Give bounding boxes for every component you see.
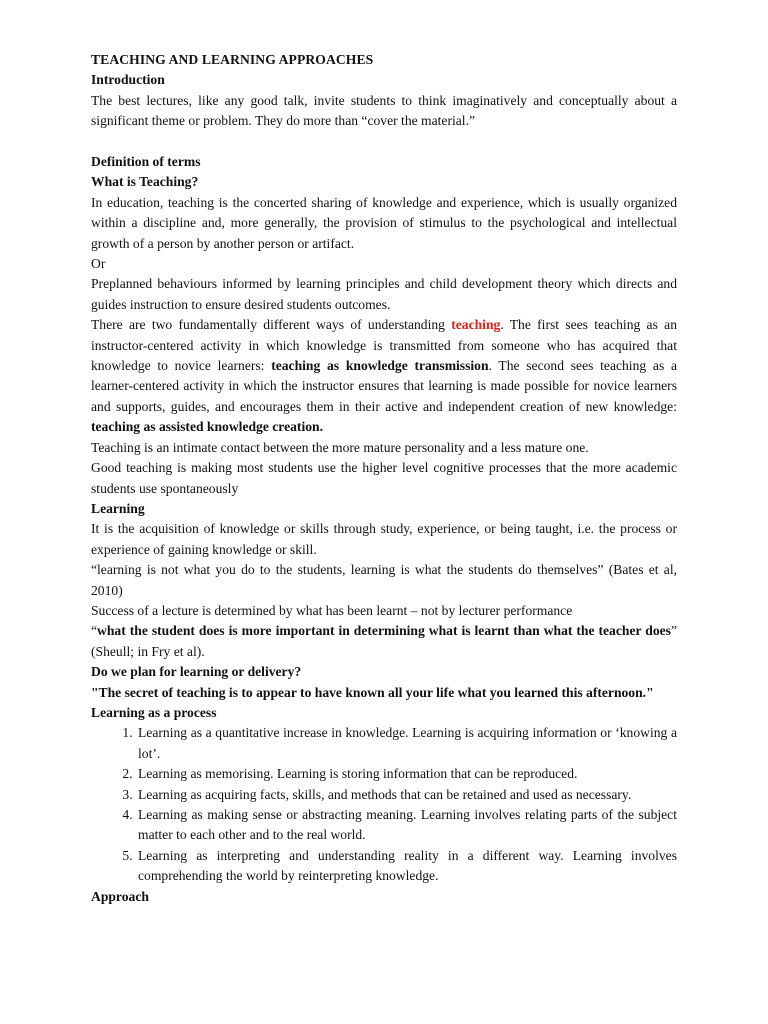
definitions-heading: Definition of terms bbox=[91, 154, 201, 170]
list-item: 1. Learning as a quantitative increase in knowledge. Learning is acquiring information or ‘knowing a lot’. bbox=[136, 723, 677, 764]
two-ways-text-c: . The second sees teaching as a learner-centered activity in which the instructor ensures that learning is made possible for novice learners and supports, guides, and encourages them in their active and independent creation of new knowledge: bbox=[91, 358, 677, 414]
assisted-knowledge-creation-term: teaching as assisted knowledge creation. bbox=[91, 419, 323, 435]
two-ways-text-a: There are two fundamentally different ways of understanding bbox=[91, 317, 452, 333]
process-heading: Learning as a process bbox=[91, 704, 217, 720]
teaching-definition: In education, teaching is the concerted sharing of knowledge and experience, which is usually organized within a discipline and, more generally, the provision of stimulus to the psychological and intellectual growth of a person by another person or artifact. bbox=[91, 194, 677, 251]
good-teaching-paragraph: Good teaching is making most students use the higher level cognitive processes that the more academic students use spontaneously bbox=[91, 460, 677, 496]
quote-close: ” (Sheull; in Fry et al). bbox=[91, 623, 677, 659]
sheull-quote bbox=[91, 621, 677, 662]
quote-open: “ bbox=[91, 623, 98, 639]
document-page bbox=[91, 50, 677, 907]
sheull-quote-bold: what the student does is more important in determining what is learnt than what the teacher does bbox=[97, 623, 671, 639]
list-item: 3. Learning as acquiring facts, skills, and methods that can be retained and used as necessary. bbox=[136, 785, 677, 805]
preplanned-paragraph: Preplanned behaviours informed by learning principles and child development theory which directs and guides instruction to ensure desired students outcomes. bbox=[91, 276, 677, 312]
two-ways-text-b: . The first sees teaching as an instructor-centered activity in which knowledge is transmitted from someone who has acquired that knowledge to novice learners: bbox=[91, 317, 677, 374]
two-ways-paragraph bbox=[91, 315, 677, 437]
document-title: TEACHING AND LEARNING APPROACHES bbox=[91, 52, 374, 67]
bates-quote: “learning is not what you do to the students, learning is what the students do themselves” (Bates et al, 2010) bbox=[91, 562, 677, 598]
success-paragraph: Success of a lecture is determined by what has been learnt – not by lecturer performance bbox=[91, 602, 573, 618]
learning-heading: Learning bbox=[91, 500, 145, 516]
list-item: 2. Learning as memorising. Learning is storing information that can be reproduced. bbox=[136, 764, 677, 784]
or-text: Or bbox=[91, 256, 106, 272]
knowledge-transmission-term: teaching as knowledge transmission bbox=[271, 358, 489, 374]
learning-definition: It is the acquisition of knowledge or skills through study, experience, or being taught, i.e. the process or experience of gaining knowledge or skill. bbox=[91, 521, 677, 557]
process-list bbox=[91, 723, 677, 886]
list-item: 5. Learning as interpreting and understanding reality in a different way. Learning involves comprehending the world by reinterpreting knowledge. bbox=[136, 846, 677, 887]
plan-question: Do we plan for learning or delivery? bbox=[91, 664, 302, 680]
intimate-contact-paragraph: Teaching is an intimate contact between the more mature personality and a less mature one. bbox=[91, 439, 589, 455]
approach-heading: Approach bbox=[91, 888, 149, 904]
secret-quote: "The secret of teaching is to appear to have known all your life what you learned this afternoon." bbox=[91, 684, 654, 700]
teaching-heading: What is Teaching? bbox=[91, 174, 199, 190]
introduction-heading: Introduction bbox=[91, 72, 165, 88]
introduction-paragraph: The best lectures, like any good talk, invite students to think imaginatively and conceptually about a significant theme or problem. They do more than “cover the material.” bbox=[91, 92, 677, 129]
spacer bbox=[91, 132, 677, 152]
teaching-highlight: teaching bbox=[451, 317, 501, 333]
list-item: 4. Learning as making sense or abstracting meaning. Learning involves relating parts of the subject matter to each other and to the real world. bbox=[136, 805, 677, 846]
